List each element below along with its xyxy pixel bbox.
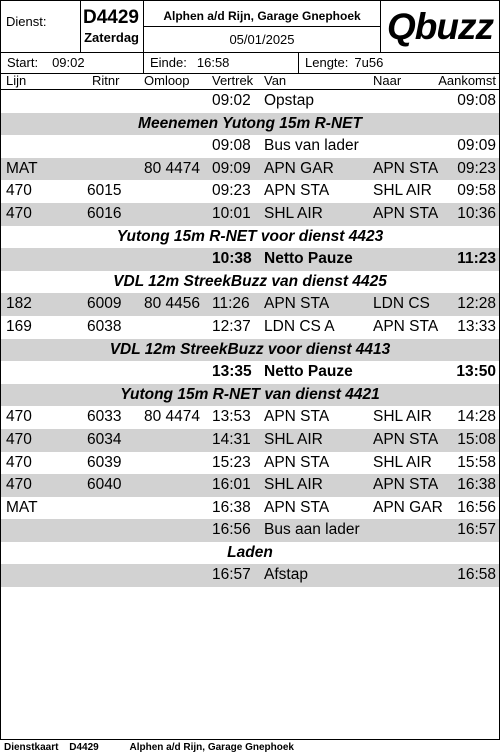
column-header-lijn: Lijn bbox=[6, 73, 27, 88]
dienst-id: D4429 bbox=[83, 7, 139, 28]
qbuzz-logo: Qbuzz bbox=[387, 5, 493, 47]
cell-naar: APN STA bbox=[373, 430, 439, 448]
logo-cell bbox=[381, 1, 499, 52]
cell-ritnr: 6038 bbox=[87, 317, 122, 335]
cell-aankomst: 11:23 bbox=[457, 250, 496, 268]
cell-lijn: MAT bbox=[6, 498, 38, 516]
lengte-label: Lengte: bbox=[305, 55, 349, 70]
cell-ritnr: 6039 bbox=[87, 453, 122, 471]
column-header-omloop: Omloop bbox=[144, 73, 190, 88]
section-heading: Meenemen Yutong 15m R-NET bbox=[0, 113, 500, 136]
cell-lijn: 182 bbox=[6, 295, 32, 313]
dienst-label-cell bbox=[1, 1, 81, 52]
cell-aankomst: 09:09 bbox=[457, 137, 496, 155]
cell-ritnr: 6040 bbox=[87, 476, 122, 494]
cell-lijn: 470 bbox=[6, 408, 32, 426]
table-row bbox=[0, 158, 500, 181]
section-heading: Laden bbox=[227, 543, 273, 561]
location-divider bbox=[144, 26, 380, 27]
cell-omloop: 80 4474 bbox=[144, 408, 201, 426]
table-row bbox=[0, 474, 500, 497]
cell-aankomst: 10:36 bbox=[457, 204, 496, 222]
cell-vertrek: 16:57 bbox=[212, 566, 251, 584]
table-row bbox=[0, 429, 500, 452]
cell-van: SHL AIR bbox=[264, 476, 323, 494]
cell-van: APN STA bbox=[264, 453, 330, 471]
column-header-vertrek: Vertrek bbox=[212, 73, 254, 88]
cell-ritnr: 6034 bbox=[87, 430, 122, 448]
cell-van: APN STA bbox=[264, 182, 330, 200]
footer-title: Dienstkaart bbox=[4, 742, 59, 753]
dienst-day: Zaterdag bbox=[84, 30, 139, 45]
lengte-cell bbox=[299, 53, 499, 73]
cell-vertrek: 10:38 bbox=[212, 250, 252, 268]
cell-naar: APN STA bbox=[373, 317, 439, 335]
cell-vertrek: 16:56 bbox=[212, 521, 251, 539]
cell-van: SHL AIR bbox=[264, 204, 323, 222]
table-row bbox=[0, 452, 500, 475]
cell-ritnr: 6009 bbox=[87, 295, 122, 313]
cell-lijn: 470 bbox=[6, 182, 32, 200]
cell-ritnr: 6016 bbox=[87, 204, 122, 222]
cell-aankomst: 09:58 bbox=[457, 182, 496, 200]
cell-lijn: 169 bbox=[6, 317, 32, 335]
cell-naar: APN STA bbox=[373, 476, 439, 494]
cell-vertrek: 13:35 bbox=[212, 363, 252, 381]
dienst-header bbox=[0, 0, 500, 74]
cell-vertrek: 13:53 bbox=[212, 408, 251, 426]
cell-van: SHL AIR bbox=[264, 430, 323, 448]
table-row bbox=[0, 497, 500, 520]
cell-van: APN STA bbox=[264, 408, 330, 426]
cell-vertrek: 16:01 bbox=[212, 476, 251, 494]
cell-aankomst: 14:28 bbox=[457, 408, 496, 426]
cell-vertrek: 09:08 bbox=[212, 137, 251, 155]
pause-row bbox=[0, 361, 500, 384]
cell-vertrek: 16:38 bbox=[212, 498, 251, 516]
cell-ritnr: 6033 bbox=[87, 408, 122, 426]
cell-vertrek: 14:31 bbox=[212, 430, 251, 448]
cell-van: APN GAR bbox=[264, 159, 334, 177]
location-cell bbox=[144, 1, 381, 52]
cell-naar: SHL AIR bbox=[373, 182, 432, 200]
cell-aankomst: 12:28 bbox=[457, 295, 496, 313]
dienst-label: Dienst: bbox=[6, 14, 47, 29]
section-heading: VDL 12m StreekBuzz van dienst 4425 bbox=[113, 272, 387, 290]
cell-naar: APN STA bbox=[373, 204, 439, 222]
footer-location: Alphen a/d Rijn, Garage Gnephoek bbox=[129, 742, 294, 753]
cell-aankomst: 16:56 bbox=[457, 498, 496, 516]
start-value: 09:02 bbox=[52, 55, 85, 70]
page-footer bbox=[4, 742, 294, 753]
table-row bbox=[0, 135, 500, 158]
table-row bbox=[0, 180, 500, 203]
cell-aankomst: 09:08 bbox=[457, 92, 496, 109]
cell-aankomst: 09:23 bbox=[457, 159, 496, 177]
cell-aankomst: 13:50 bbox=[456, 363, 496, 381]
column-header-van: Van bbox=[264, 73, 287, 88]
cell-van: LDN CS A bbox=[264, 317, 335, 335]
lengte-value: 7u56 bbox=[354, 55, 384, 70]
cell-aankomst: 16:38 bbox=[457, 476, 496, 494]
cell-vertrek: 09:23 bbox=[212, 182, 251, 200]
location-name: Alphen a/d Rijn, Garage Gnephoek bbox=[163, 9, 361, 23]
column-header-aankomst: Aankomst bbox=[438, 73, 496, 88]
cell-aankomst: 16:57 bbox=[457, 521, 496, 539]
cell-vertrek: 09:02 bbox=[212, 92, 251, 109]
table-row bbox=[0, 406, 500, 429]
cell-van: APN STA bbox=[264, 295, 330, 313]
start-cell bbox=[1, 53, 144, 73]
table-row bbox=[0, 564, 500, 587]
cell-vertrek: 10:01 bbox=[212, 204, 251, 222]
cell-vertrek: 15:23 bbox=[212, 453, 251, 471]
cell-vertrek: 12:37 bbox=[212, 317, 251, 335]
cell-naar: SHL AIR bbox=[373, 408, 432, 426]
section-heading: VDL 12m StreekBuzz voor dienst 4413 bbox=[0, 339, 500, 362]
table-row bbox=[0, 316, 500, 339]
section-heading: Yutong 15m R-NET van dienst 4421 bbox=[0, 384, 500, 407]
cell-van: Netto Pauze bbox=[264, 250, 353, 268]
einde-label: Einde: bbox=[150, 55, 187, 70]
header-top-row bbox=[1, 1, 499, 53]
section-heading: Yutong 15m R-NET voor dienst 4423 bbox=[116, 227, 384, 245]
cell-lijn: MAT bbox=[6, 159, 38, 177]
header-times-row bbox=[1, 53, 499, 73]
cell-vertrek: 11:26 bbox=[212, 295, 250, 313]
table-row bbox=[0, 293, 500, 316]
cell-van: Bus aan lader bbox=[264, 521, 360, 539]
cell-omloop: 80 4456 bbox=[144, 295, 201, 313]
column-header-ritnr: Ritnr bbox=[92, 73, 120, 88]
cell-aankomst: 16:58 bbox=[457, 566, 496, 584]
cell-van: Opstap bbox=[264, 92, 314, 109]
table-row bbox=[0, 90, 500, 113]
cell-naar: LDN CS bbox=[373, 295, 430, 313]
cell-lijn: 470 bbox=[6, 476, 32, 494]
einde-cell bbox=[144, 53, 299, 73]
table-row bbox=[0, 519, 500, 542]
cell-aankomst: 13:33 bbox=[457, 317, 496, 335]
table-row bbox=[0, 203, 500, 226]
service-date: 05/01/2025 bbox=[229, 32, 295, 47]
cell-lijn: 470 bbox=[6, 204, 32, 222]
cell-naar: APN GAR bbox=[373, 498, 443, 516]
cell-van: Afstap bbox=[264, 566, 308, 584]
cell-lijn: 470 bbox=[6, 430, 32, 448]
cell-van: APN STA bbox=[264, 498, 330, 516]
column-header-row bbox=[0, 72, 500, 90]
pause-row bbox=[0, 248, 500, 271]
cell-vertrek: 09:09 bbox=[212, 159, 251, 177]
column-header-naar: Naar bbox=[373, 73, 402, 88]
cell-van: Bus van lader bbox=[264, 137, 359, 155]
cell-naar: APN STA bbox=[373, 159, 439, 177]
dienst-id-cell bbox=[81, 1, 144, 52]
cell-lijn: 470 bbox=[6, 453, 32, 471]
cell-aankomst: 15:58 bbox=[457, 453, 496, 471]
cell-aankomst: 15:08 bbox=[457, 430, 496, 448]
footer-dienst-id: D4429 bbox=[69, 742, 99, 753]
schedule-table bbox=[0, 90, 500, 587]
cell-naar: SHL AIR bbox=[373, 453, 432, 471]
einde-value: 16:58 bbox=[196, 55, 230, 70]
cell-omloop: 80 4474 bbox=[144, 159, 201, 177]
start-label: Start: bbox=[7, 55, 39, 70]
cell-ritnr: 6015 bbox=[87, 182, 122, 200]
cell-van: Netto Pauze bbox=[264, 363, 353, 381]
